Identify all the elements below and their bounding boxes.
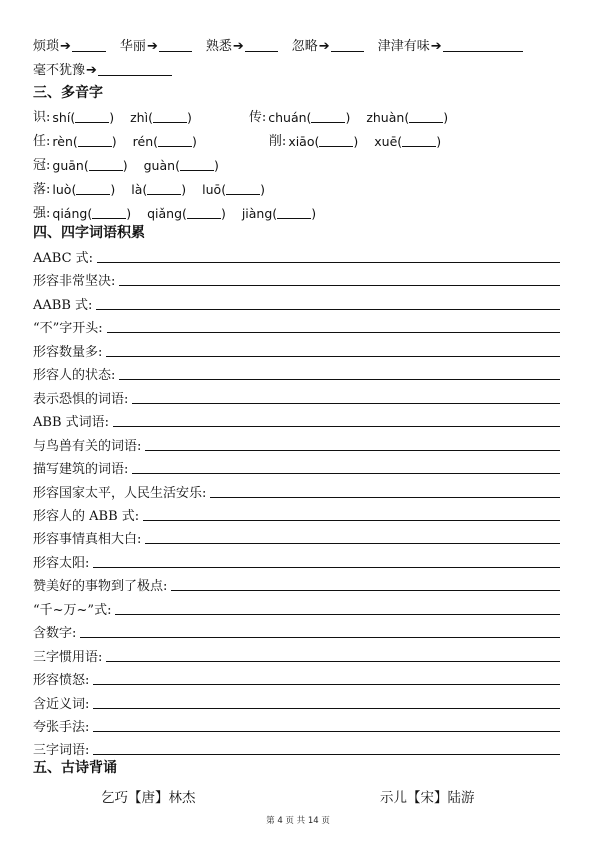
paren-close: ) [109, 110, 115, 125]
paren-close: ) [311, 206, 317, 221]
section3-heading-row [33, 80, 560, 102]
vocab-row [33, 502, 560, 524]
paren-open: ( [70, 110, 76, 125]
vocab-category-label: 描写建筑的词语: [33, 462, 129, 478]
answer-line[interactable] [143, 508, 560, 521]
answer-line[interactable] [210, 485, 560, 498]
polyphone-char: 削: [268, 134, 287, 149]
vocab-category-label: 形容事情真相大白: [33, 532, 142, 548]
vocab-category-label: 形容人的 ABB 式: [33, 508, 140, 524]
pinyin-label: zhuàn [366, 110, 405, 125]
page-footer: 第 4 页 共 14 页 [266, 816, 330, 826]
answer-line[interactable] [145, 531, 560, 544]
paren-close: ) [111, 134, 117, 149]
answer-blank[interactable] [402, 134, 436, 147]
vocab-row [33, 267, 560, 289]
paren-close: ) [220, 206, 226, 221]
vocab-row [33, 525, 560, 547]
paren-open: ( [148, 110, 153, 125]
answer-blank[interactable] [98, 63, 172, 76]
answer-blank[interactable] [72, 39, 106, 52]
vocab-row [33, 361, 560, 383]
answer-line[interactable] [93, 555, 560, 568]
answer-line[interactable] [132, 461, 560, 474]
polyphone-row [33, 127, 560, 149]
polyphone-row [33, 175, 560, 197]
answer-blank[interactable] [409, 110, 443, 123]
pinyin-label: rèn [52, 134, 73, 149]
answer-blank[interactable] [75, 110, 109, 123]
paren-close: ) [353, 134, 359, 149]
pinyin-label: luò [52, 182, 72, 197]
paren-open: ( [182, 206, 187, 221]
paren-close: ) [192, 134, 197, 149]
vocab-category-label: 与鸟兽有关的词语: [33, 438, 142, 454]
answer-line[interactable] [96, 297, 560, 310]
polyphone-char: 传: [248, 110, 267, 125]
answer-blank[interactable] [245, 39, 278, 52]
pinyin-label: shí [52, 110, 71, 125]
answer-blank[interactable] [76, 182, 110, 195]
vocab-row [33, 385, 560, 407]
vocab-category-label: 夸张手法: [33, 720, 90, 735]
vocab-row [33, 713, 560, 735]
answer-line[interactable] [93, 696, 560, 709]
pinyin-label: guàn [143, 158, 176, 173]
vocab-row [33, 291, 560, 313]
answer-blank[interactable] [180, 158, 214, 171]
answer-blank[interactable] [331, 39, 364, 52]
pinyin-label: qiǎng [147, 206, 183, 221]
answer-line[interactable] [106, 344, 560, 357]
arrow-icon: ➔ [430, 39, 442, 54]
answer-line[interactable] [106, 649, 560, 662]
vocab-category-label: 形容国家太平，人民生活安乐: [33, 485, 207, 501]
paren-open: ( [153, 134, 159, 149]
vocab-row [33, 690, 560, 712]
polyphone-char: 落: [33, 182, 51, 197]
answer-blank[interactable] [158, 134, 192, 147]
vocab-row [33, 455, 560, 477]
paren-open: ( [306, 110, 312, 125]
answer-line[interactable] [113, 414, 560, 427]
answer-line[interactable] [132, 391, 560, 404]
paren-open: ( [397, 134, 403, 149]
answer-line[interactable] [119, 367, 560, 380]
answer-blank[interactable] [319, 134, 353, 147]
answer-blank[interactable] [443, 39, 523, 52]
paren-close: ) [181, 182, 187, 197]
vocab-category-label: AABC 式: [33, 251, 94, 266]
paren-open: ( [404, 110, 410, 125]
paren-open: ( [142, 182, 148, 197]
answer-line[interactable] [93, 672, 560, 685]
paren-close: ) [345, 110, 351, 125]
vocab-row [33, 666, 560, 688]
answer-line[interactable] [145, 438, 560, 451]
paren-close: ) [260, 182, 265, 197]
pinyin-label: guān [52, 158, 84, 173]
vocab-category-label: 赞美好的事物到了极点: [33, 579, 168, 595]
arrow-icon: ➔ [146, 39, 158, 54]
word-label: 津津有味 [377, 39, 430, 54]
answer-blank[interactable] [226, 182, 260, 195]
pinyin-label: xuē [374, 134, 398, 149]
pinyin-label: xiāo [288, 134, 315, 149]
vocab-category-label: “千~万~”式: [33, 602, 112, 618]
pinyin-label: chuán [268, 110, 307, 125]
vocab-category-label: 三字惯用语: [33, 649, 103, 665]
paren-open: ( [87, 206, 93, 221]
paren-close: ) [436, 134, 442, 149]
paren-open: ( [314, 134, 320, 149]
word-label: 烦琐 [33, 39, 60, 54]
vocab-row [33, 479, 560, 501]
pinyin-label: rén [132, 134, 154, 149]
answer-blank[interactable] [78, 134, 112, 147]
paren-open: ( [71, 182, 77, 197]
polyphone-row [33, 199, 560, 221]
vocab-row [33, 596, 560, 618]
vocab-row [33, 619, 560, 641]
vocab-category-label: 三字词语: [33, 743, 90, 759]
answer-blank[interactable] [89, 158, 123, 171]
answer-line[interactable] [115, 602, 560, 615]
answer-blank[interactable] [187, 206, 221, 219]
answer-blank[interactable] [153, 110, 187, 123]
paren-open: ( [221, 182, 227, 197]
vocab-category-label: 形容愤怒: [33, 673, 90, 689]
answer-line[interactable] [171, 578, 560, 591]
vocab-category-label: 形容非常坚决: [33, 274, 116, 290]
answer-blank[interactable] [311, 110, 345, 123]
answer-blank[interactable] [147, 182, 181, 195]
section5-title: 五、古诗背诵 [33, 760, 117, 776]
word-label: 忽略 [291, 39, 318, 54]
paren-close: ) [213, 158, 219, 173]
pinyin-label: qiáng [52, 206, 88, 221]
vocab-category-label: 形容数量多: [33, 344, 103, 360]
word-label: 毫不犹豫 [33, 63, 86, 78]
polyphone-char: 识: [33, 110, 51, 125]
pinyin-label: jiàng [241, 206, 273, 221]
answer-blank[interactable] [159, 39, 192, 52]
vocab-category-label: 形容人的状态: [33, 368, 116, 384]
vocab-row [33, 314, 560, 336]
paren-open: ( [272, 206, 278, 221]
answer-line[interactable] [80, 625, 560, 638]
vocab-category-label: 含数字: [33, 626, 77, 642]
paren-close: ) [443, 110, 449, 125]
vocab-row [33, 408, 560, 430]
vocab-category-label: 表示恐惧的词语: [33, 391, 129, 407]
polyphone-char: 强: [33, 206, 51, 221]
section3-title: 三、多音字 [33, 85, 103, 101]
section4-heading-row [33, 220, 560, 242]
vocab-row [33, 643, 560, 665]
poem-title-2: 示儿【宋】陆游 [380, 790, 475, 806]
arrow-icon: ➔ [86, 63, 97, 78]
vocab-category-label: 含近义词: [33, 696, 90, 712]
section5-heading-row [33, 755, 560, 777]
vocab-category-label: AABB 式: [33, 297, 93, 313]
vocab-row [33, 572, 560, 594]
paren-close: ) [186, 110, 192, 125]
polyphone-char: 冠: [33, 158, 51, 173]
answer-line[interactable] [119, 273, 560, 286]
answer-line[interactable] [93, 719, 560, 732]
word-row [33, 56, 560, 78]
answer-blank[interactable] [277, 206, 311, 219]
vocab-row [33, 244, 560, 266]
arrow-icon: ➔ [318, 39, 330, 54]
paren-close: ) [110, 182, 116, 197]
vocab-category-label: 形容太阳: [33, 555, 90, 571]
paren-open: ( [72, 134, 78, 149]
poem-title-1: 乞巧【唐】林杰 [101, 790, 196, 806]
vocab-category-label: ABB 式词语: [33, 415, 110, 431]
paren-open: ( [83, 158, 89, 173]
polyphone-row [33, 151, 560, 173]
paren-close: ) [126, 206, 132, 221]
arrow-icon: ➔ [60, 39, 71, 54]
paren-open: ( [175, 158, 180, 173]
answer-line[interactable] [93, 742, 560, 755]
vocab-row [33, 549, 560, 571]
vocab-row [33, 338, 560, 360]
pinyin-label: luō [202, 182, 222, 197]
answer-blank[interactable] [92, 206, 126, 219]
pinyin-label: là [131, 182, 143, 197]
word-label: 熟悉 [205, 39, 232, 54]
paren-close: ) [122, 158, 128, 173]
word-row [33, 32, 560, 54]
pinyin-label: zhì [130, 110, 149, 125]
polyphone-char: 任: [33, 134, 51, 149]
answer-line[interactable] [97, 250, 560, 263]
arrow-icon: ➔ [232, 39, 244, 54]
answer-line[interactable] [107, 320, 560, 333]
vocab-row [33, 432, 560, 454]
polyphone-row [33, 103, 560, 125]
section4-title: 四、四字词语积累 [33, 225, 145, 241]
vocab-category-label: “不”字开头: [33, 321, 103, 337]
word-label: 华丽 [119, 39, 146, 54]
